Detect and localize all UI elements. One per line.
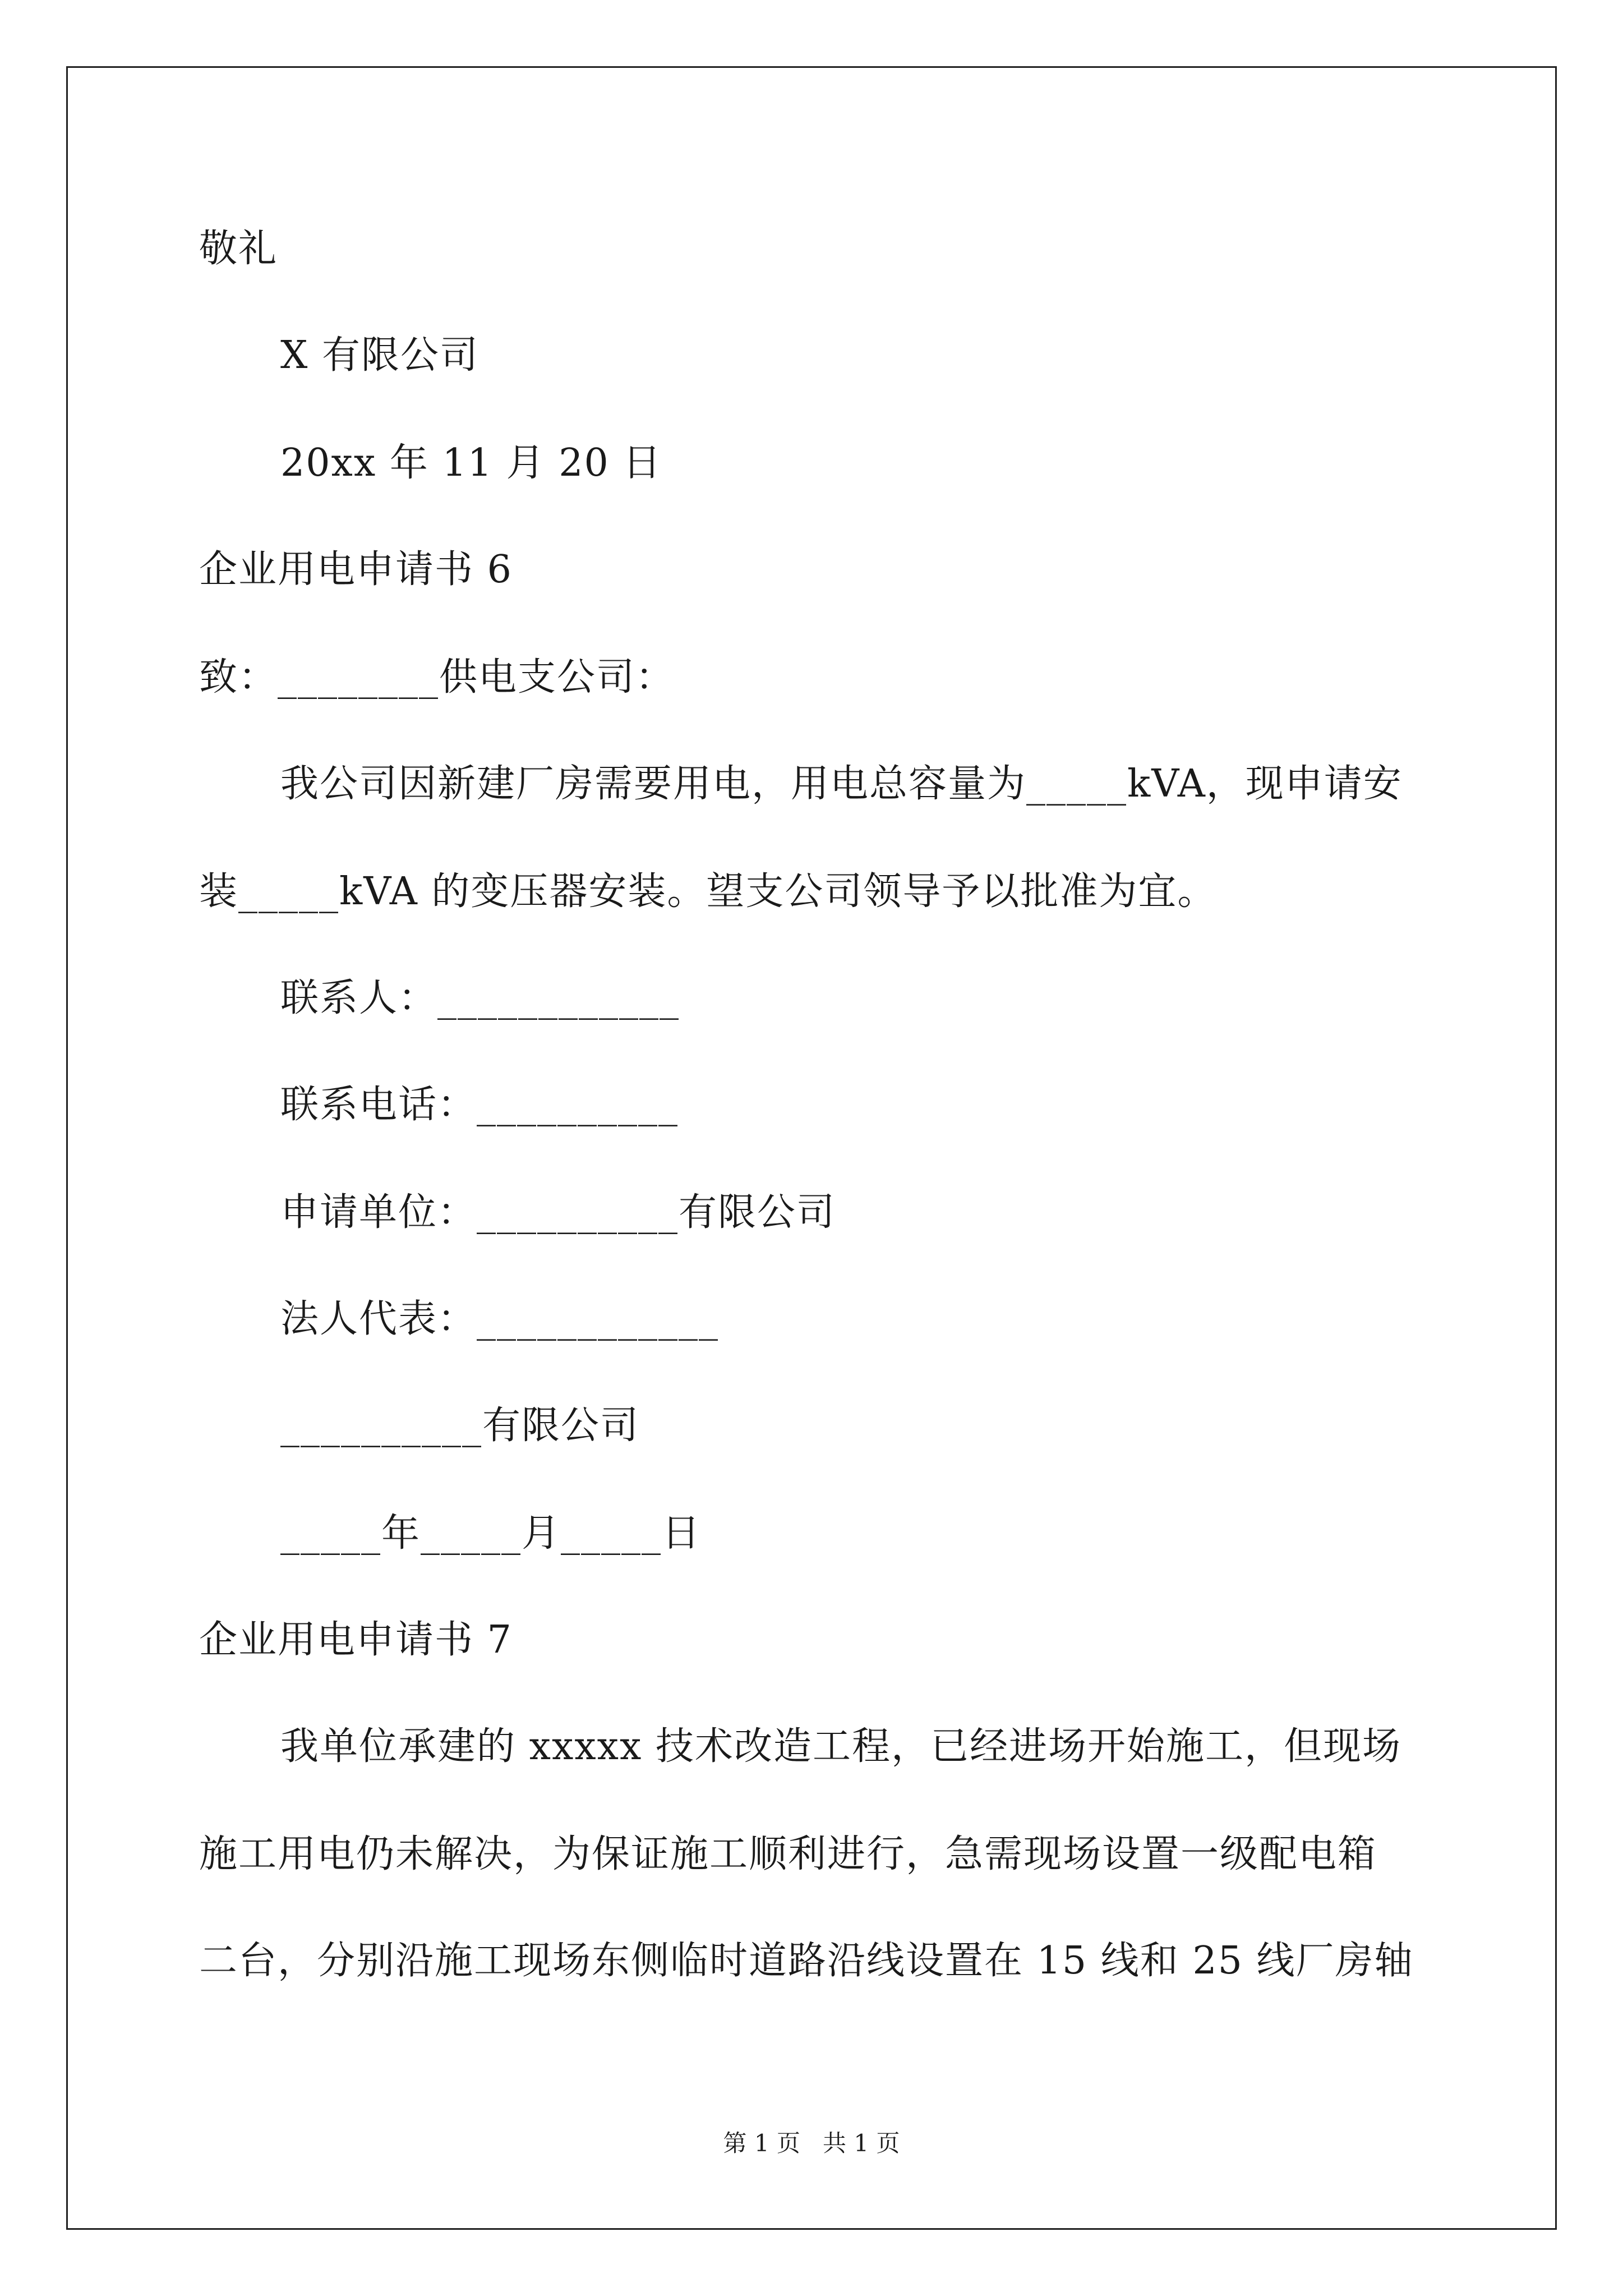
body-paragraph-line: 我公司因新建厂房需要用电，用电总容量为_____kVA，现申请安 — [280, 762, 1403, 806]
closing-salutation: 敬礼 — [199, 227, 278, 271]
section-heading-7: 企业用电申请书 7 — [199, 1618, 513, 1662]
applicant-unit-field: 申请单位：__________有限公司 — [280, 1190, 836, 1235]
signature-date: 20xx 年 11 月 20 日 — [280, 441, 662, 485]
company-signature-field: __________有限公司 — [280, 1404, 640, 1448]
signature-company: X 有限公司 — [280, 333, 479, 378]
body-paragraph-line: 施工用电仍未解决，为保证施工顺利进行，急需现场设置一级配电箱 — [199, 1832, 1377, 1876]
legal-representative-field: 法人代表：____________ — [280, 1297, 720, 1341]
body-paragraph-line: 我单位承建的 xxxxx 技术改造工程，已经进场开始施工，但现场 — [280, 1724, 1401, 1769]
page-number-footer: 第 1 页 共 1 页 — [723, 2129, 900, 2157]
body-paragraph-line: 二台，分别沿施工现场东侧临时道路沿线设置在 15 线和 25 线厂房轴 — [199, 1939, 1414, 1983]
contact-phone-field: 联系电话：__________ — [280, 1083, 679, 1127]
contact-person-field: 联系人：____________ — [280, 976, 680, 1020]
page-border — [66, 66, 1557, 2230]
body-paragraph-line: 装_____kVA 的变压器安装。望支公司领导予以批准为宜。 — [199, 869, 1217, 914]
addressee-line: 致：________供电支公司： — [199, 655, 675, 700]
date-field: _____年_____月_____日 — [280, 1511, 702, 1556]
section-heading-6: 企业用电申请书 6 — [199, 547, 513, 592]
